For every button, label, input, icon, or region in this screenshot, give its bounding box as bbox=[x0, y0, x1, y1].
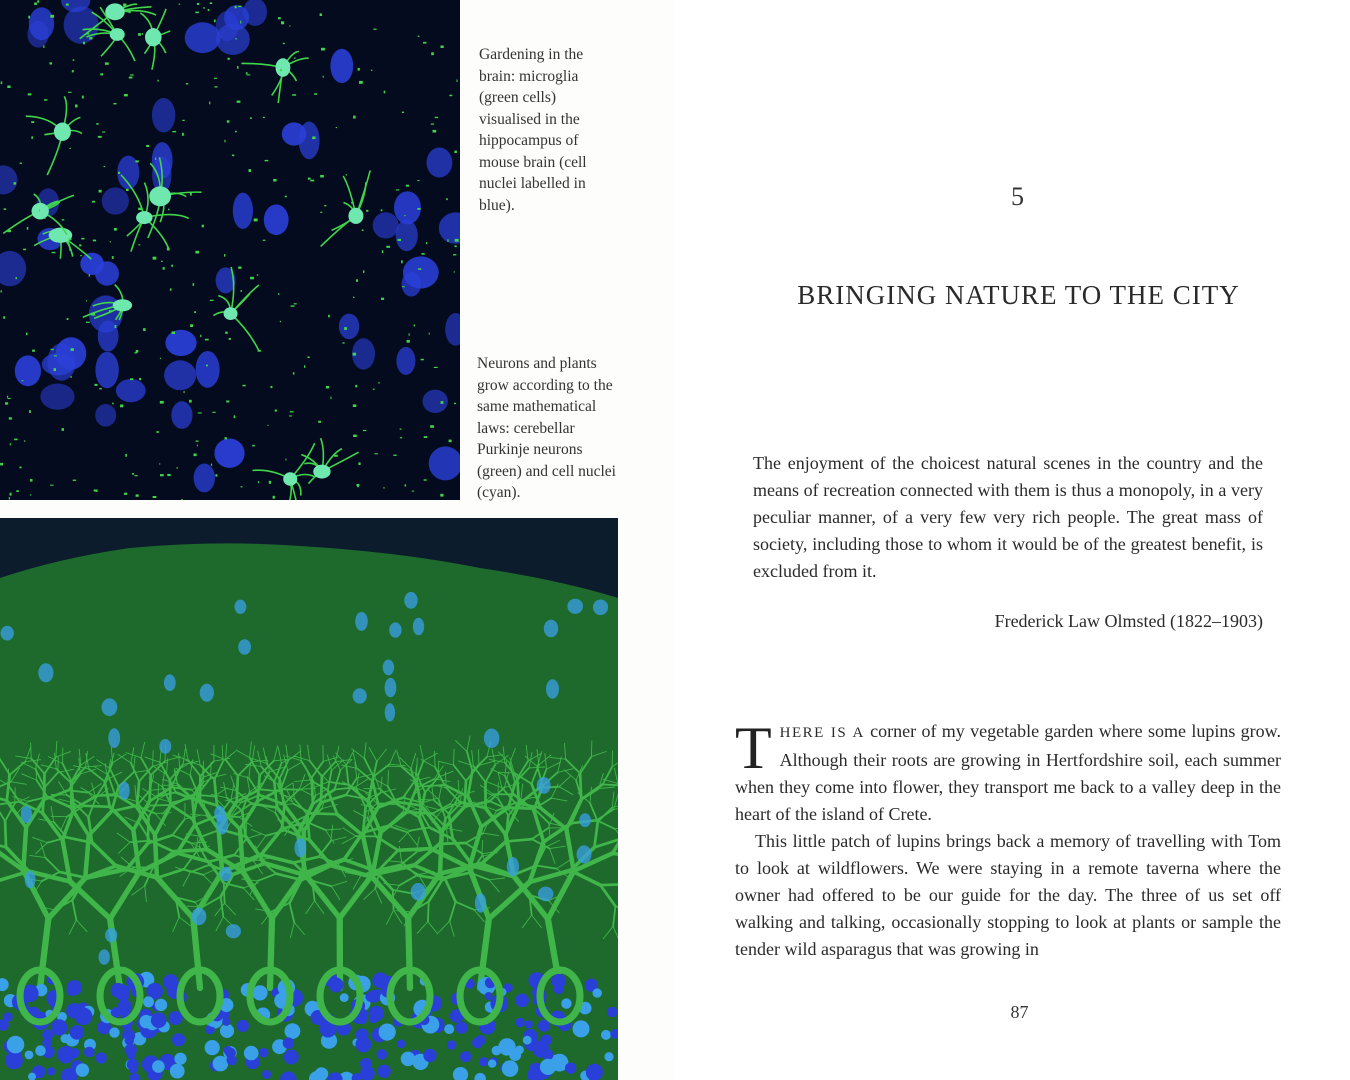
body-text bbox=[735, 715, 1281, 963]
paragraph-1-text: corner of my vegetable garden where some lupins grow. Although their roots are growing in Hertfordshire soil, each summer when they come into flower, they transport me back to a valley deep in the heart of the island of Crete. bbox=[735, 721, 1281, 824]
epigraph-attribution: Frederick Law Olmsted (1822–1903) bbox=[994, 611, 1263, 631]
microglia-photo bbox=[0, 0, 460, 500]
caption-purkinje: Neurons and plants grow according to the same mathematical laws: cerebellar Purkinje neurons (green) and cell nuclei (cyan). bbox=[477, 355, 616, 501]
purkinje-photo bbox=[0, 518, 618, 1080]
drop-cap: T bbox=[735, 715, 772, 781]
epigraph-quote: The enjoyment of the choicest natural scenes in the country and the means of recreation connected with them is thus a monopoly, in a very peculiar manner, of a very few very rich people. The great mass of society, including those to whom it would be of the greatest benefit, is excluded from it. bbox=[753, 453, 1263, 581]
lead-in: HERE IS A bbox=[779, 725, 865, 741]
paragraph-2: This little patch of lupins brings back a memory of travelling with Tom to look at wildflowers. We were staying in a remote taverna where the owner had offered to be our guide for the day. The three of us set off walking and talking, occasionally stopping to look at plants or sample the tender wild asparagus that was growing in bbox=[735, 831, 1281, 959]
right-page bbox=[675, 0, 1350, 1080]
chapter-number: 5 bbox=[1011, 182, 1024, 211]
chapter-title: BRINGING NATURE TO THE CITY bbox=[797, 280, 1240, 310]
paragraph-1 bbox=[735, 715, 1281, 828]
caption-microglia: Gardening in the brain: microglia (green cells) visualised in the hippocampus of mouse brain (cell nuclei labelled in blue). bbox=[479, 46, 587, 214]
page-number: 87 bbox=[1010, 1002, 1029, 1022]
